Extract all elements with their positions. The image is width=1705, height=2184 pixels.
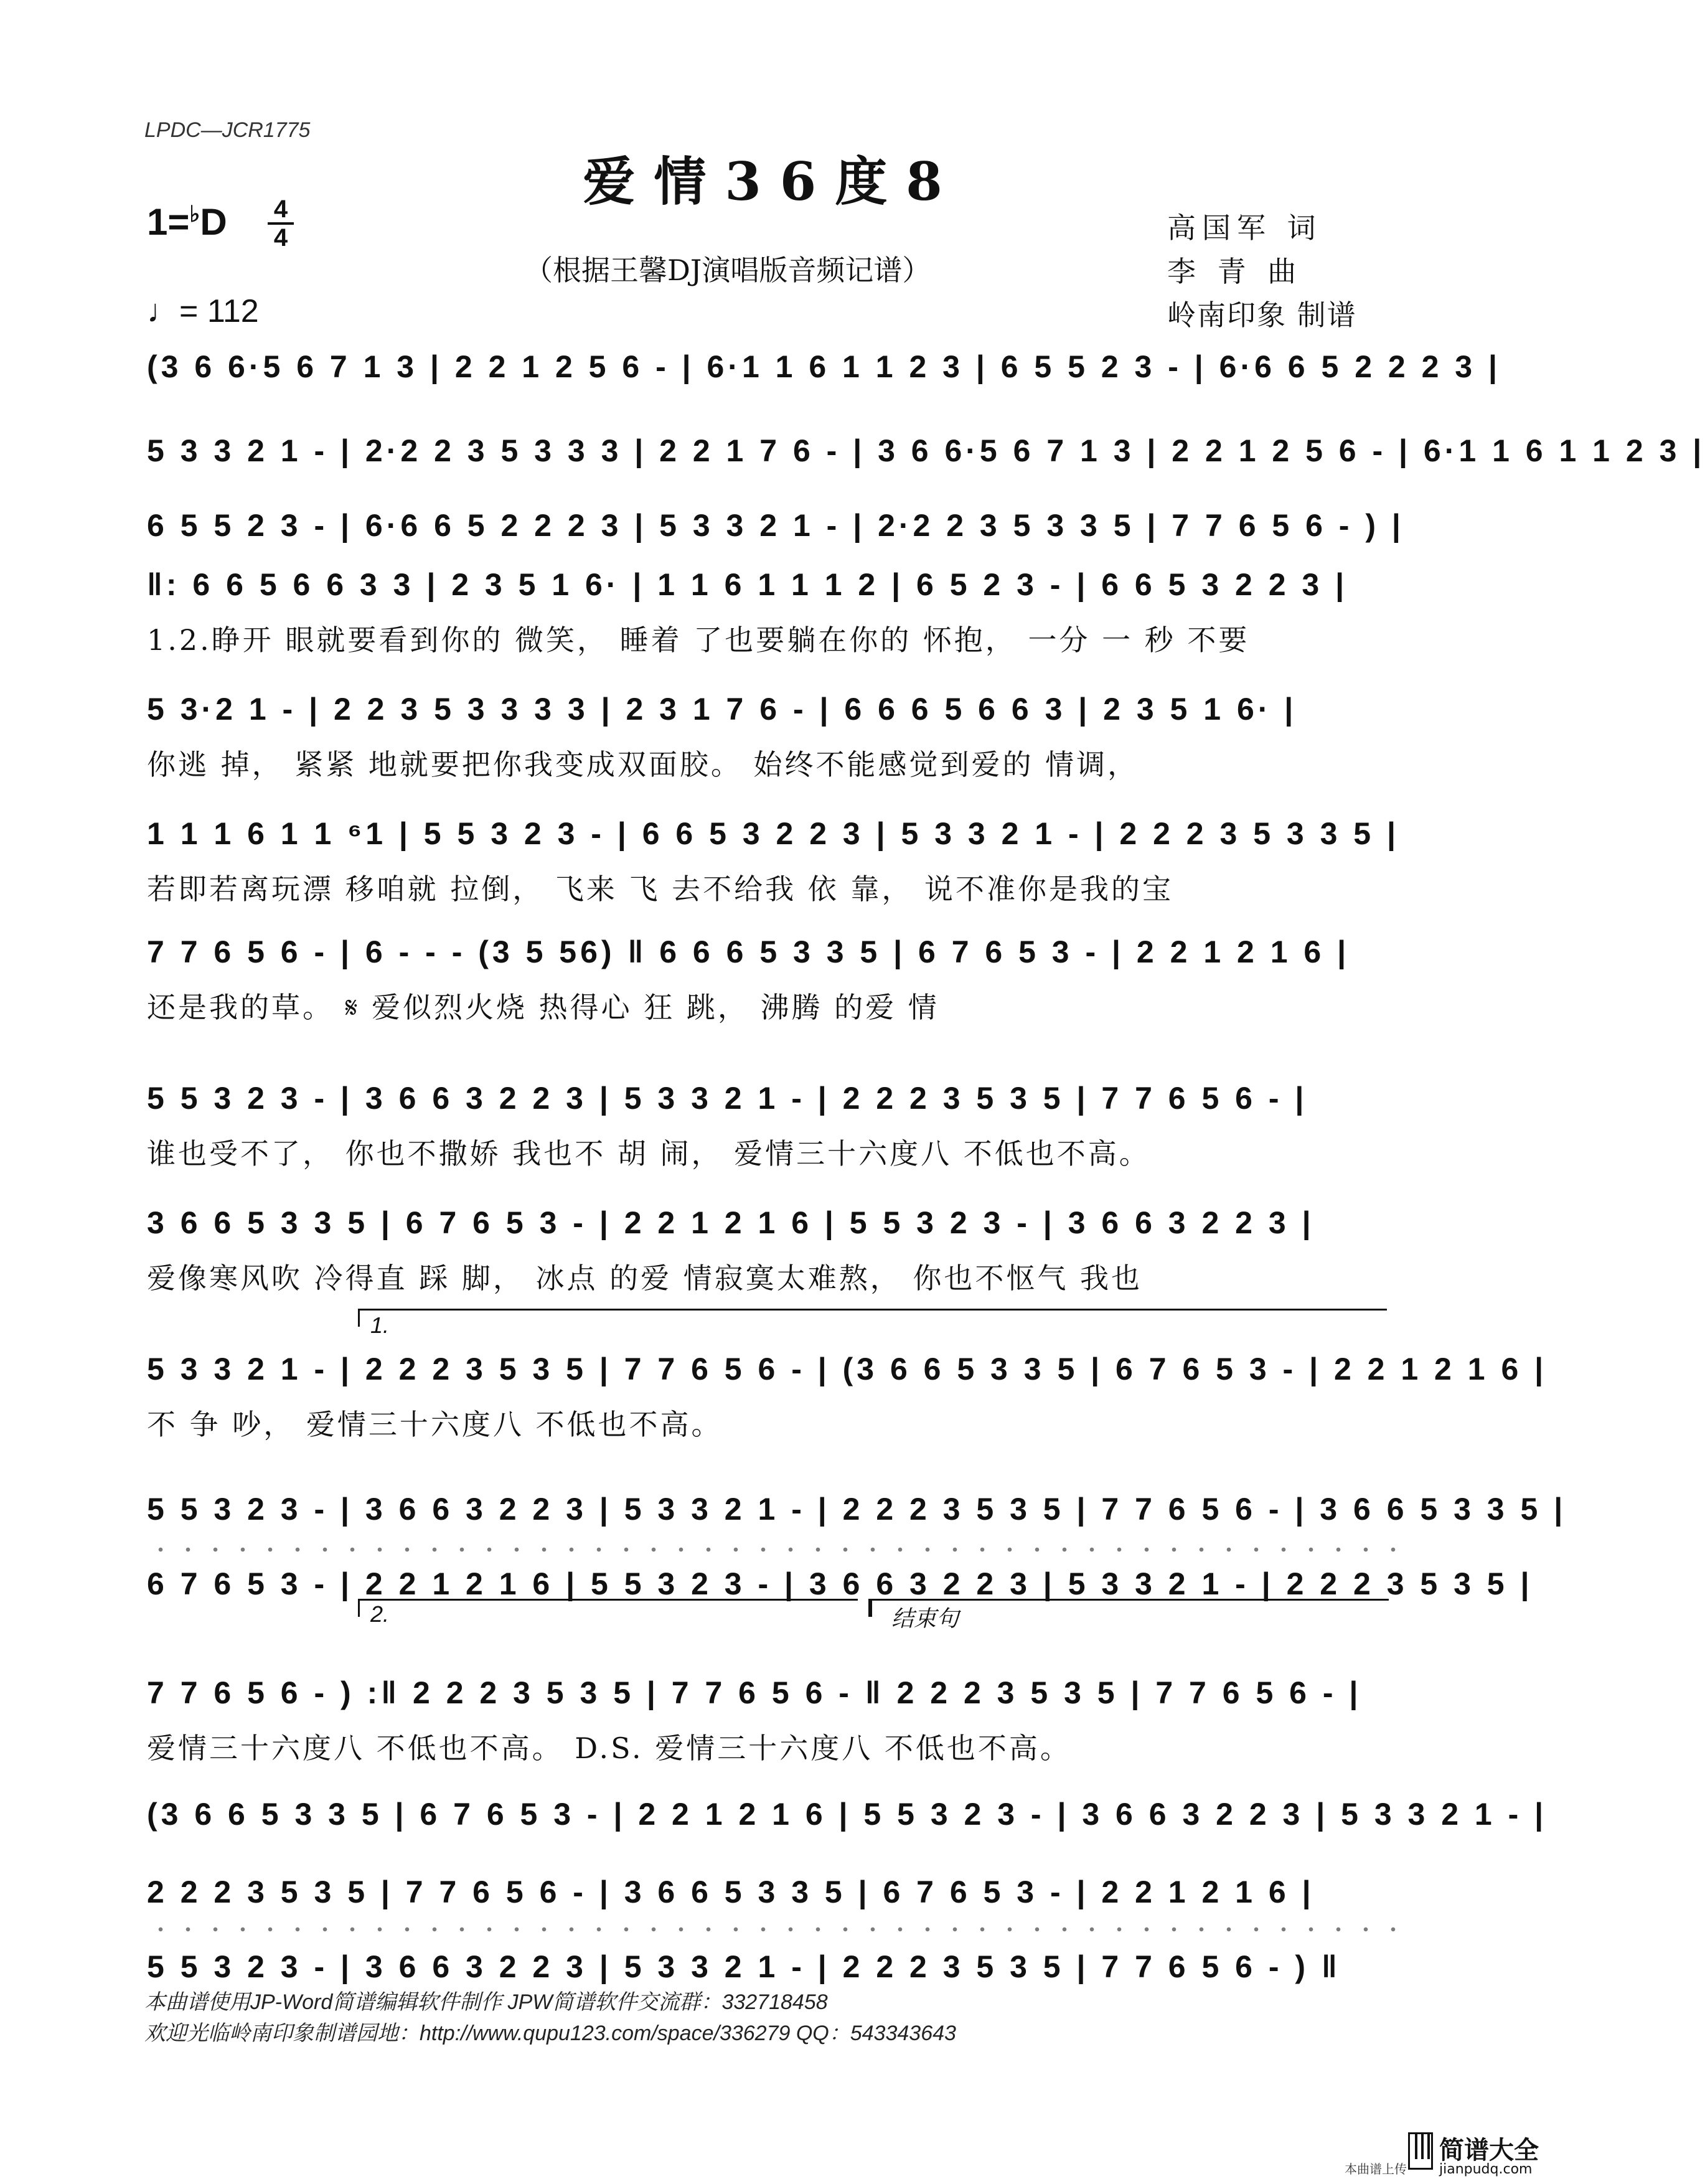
watermark-brand: 简谱大全 <box>1439 2136 1539 2165</box>
score-code: LPDC—JCR1775 <box>144 118 311 142</box>
coda-label: 结束句 <box>891 1606 959 1631</box>
music-line: 6 7 6 5 3 - | 2 2 1 2 1 6 | 5 5 3 2 3 - | 3 6 6 3 2 2 3 | 5 3 3 2 1 - | 2 2 2 3 5 3 5 | <box>147 1566 1533 1601</box>
music-line: ‖: 6 6 5 6 6 3 3 | 2 3 5 1 6· | 1 1 6 1 1 1 2 | 6 5 2 3 - | 6 6 5 3 2 2 3 | <box>147 567 1348 602</box>
second-ending-label: 2. <box>370 1601 390 1627</box>
lyric-line: 不 争 吵， 爱情三十六度八 不低也不高。 <box>147 1408 723 1441</box>
music-line: 3 6 6 5 3 3 5 | 6 7 6 5 3 - | 2 2 1 2 1 6 | 5 5 3 2 3 - | 3 6 6 3 2 2 3 | <box>147 1205 1315 1240</box>
music-line: (3 6 6·5 6 7 1 3 | 2 2 1 2 5 6 - | 6·1 1 6 1 1 2 3 | 6 5 5 2 3 - | 6·6 6 5 2 2 2 3 | <box>147 349 1501 384</box>
lyric-line: 1.2.睁开 眼就要看到你的 微笑， 睡着 了也要躺在你的 怀抱， 一分 一 秒 不要 <box>147 623 1250 657</box>
music-line: 1 1 1 6 1 1 ⁶1 | 5 5 3 2 3 - | 6 6 5 3 2 2 3 | 5 3 3 2 1 - | 2 2 2 3 5 3 3 5 | <box>147 816 1399 851</box>
tie-dots-line <box>147 1547 1398 1552</box>
tie-dots-line <box>147 1927 1398 1932</box>
first-ending-label: 1. <box>370 1312 390 1338</box>
meter-bottom: 4 <box>273 224 288 252</box>
music-line: 7 7 6 5 6 - | 6 - - - (3 5 56) ‖ 6 6 6 5 3 3 5 | 6 7 6 5 3 - | 2 2 1 2 1 6 | <box>147 934 1350 969</box>
second-ending-bracket <box>358 1599 858 1617</box>
tempo-marking: ♩= 112 <box>147 293 259 329</box>
lyric-line: 爱情三十六度八 不低也不高。 D.S. 爱情三十六度八 不低也不高。 <box>147 1731 1071 1765</box>
piano-logo-icon <box>1408 2132 1433 2170</box>
key-signature: 1=♭D <box>147 201 227 243</box>
music-line: 5 5 3 2 3 - | 3 6 6 3 2 2 3 | 5 3 3 2 1 - | 2 2 2 3 5 3 5 | 7 7 6 5 6 - | 3 6 6 5 3 3 5 | <box>147 1492 1567 1527</box>
watermark-text: 本曲谱上传 <box>1345 2162 1407 2177</box>
music-line: 6 5 5 2 3 - | 6·6 6 5 2 2 2 3 | 5 3 3 2 1 - | 2·2 2 3 5 3 3 5 | 7 7 6 5 6 - ) | <box>147 508 1404 543</box>
music-line: 7 7 6 5 6 - ) :‖ 2 2 2 3 5 3 5 | 7 7 6 5 6 - ‖ 2 2 2 3 5 3 5 | 7 7 6 5 6 - | <box>147 1675 1362 1710</box>
footer-line-2: 欢迎光临岭南印象制谱园地：http://www.qupu123.com/space/336279 QQ：543343643 <box>144 2022 956 2045</box>
lyricist-credit: 高国军 词 <box>1167 211 1322 245</box>
song-title: 爱情36度8 <box>583 151 961 212</box>
flat-symbol: ♭ <box>189 201 200 227</box>
lyric-line: 你逃 掉， 紧紧 地就要把你我变成双面胶。 始终不能感觉到爱的 情调， <box>147 748 1139 781</box>
lyric-line: 爱像寒风吹 冷得直 踩 脚， 冰点 的爱 情寂寞太难熬， 你也不怄气 我也 <box>147 1261 1142 1295</box>
composer-credit: 李 青 曲 <box>1167 255 1303 288</box>
time-signature <box>268 195 294 252</box>
music-line: (3 6 6 5 3 3 5 | 6 7 6 5 3 - | 2 2 1 2 1 6 | 5 5 3 2 3 - | 3 6 6 3 2 2 3 | 5 3 3 2 1 - | <box>147 1797 1548 1832</box>
lyric-line: 还是我的草。 𝄋 爱似烈火烧 热得心 狂 跳， 沸腾 的爱 情 <box>147 991 939 1024</box>
music-line: 5 3 3 2 1 - | 2 2 2 3 5 3 5 | 7 7 6 5 6 - | (3 6 6 5 3 3 5 | 6 7 6 5 3 - | 2 2 1 2 1 6 | <box>147 1352 1548 1386</box>
music-line: 5 3·2 1 - | 2 2 3 5 3 3 3 3 | 2 3 1 7 6 - | 6 6 6 5 6 6 3 | 2 3 5 1 6· | <box>147 692 1297 727</box>
lyric-line: 若即若离玩漂 移咱就 拉倒， 飞来 飞 去不给我 依 靠， 说不准你是我的宝 <box>147 872 1173 906</box>
lyric-line: 谁也受不了， 你也不撒娇 我也不 胡 闹， 爱情三十六度八 不低也不高。 <box>147 1137 1150 1170</box>
music-line: 5 5 3 2 3 - | 3 6 6 3 2 2 3 | 5 3 3 2 1 - | 2 2 2 3 5 3 5 | 7 7 6 5 6 - | <box>147 1081 1308 1116</box>
watermark-url: jianpudq.com <box>1439 2162 1533 2177</box>
arranger-credit: 岭南印象 制谱 <box>1167 298 1357 332</box>
quarter-note-icon: ♩ <box>147 293 179 329</box>
footer-line-1: 本曲谱使用JP-Word简谱编辑软件制作 JPW简谱软件交流群：332718458 <box>144 1990 828 2014</box>
first-ending-bracket <box>358 1309 1387 1327</box>
music-line: 2 2 2 3 5 3 5 | 7 7 6 5 6 - | 3 6 6 5 3 3 5 | 6 7 6 5 3 - | 2 2 1 2 1 6 | <box>147 1875 1315 1909</box>
subtitle: （根据王馨DJ演唱版音频记谱） <box>524 253 931 287</box>
music-line: 5 3 3 2 1 - | 2·2 2 3 5 3 3 3 | 2 2 1 7 6 - | 3 6 6·5 6 7 1 3 | 2 2 1 2 5 6 - | 6·1 1 6 1 1 2 3 | <box>147 433 1705 468</box>
meter-top: 4 <box>273 195 288 223</box>
music-line: 5 5 3 2 3 - | 3 6 6 3 2 2 3 | 5 3 3 2 1 - | 2 2 2 3 5 3 5 | 7 7 6 5 6 - ) ‖ <box>147 1949 1341 1984</box>
